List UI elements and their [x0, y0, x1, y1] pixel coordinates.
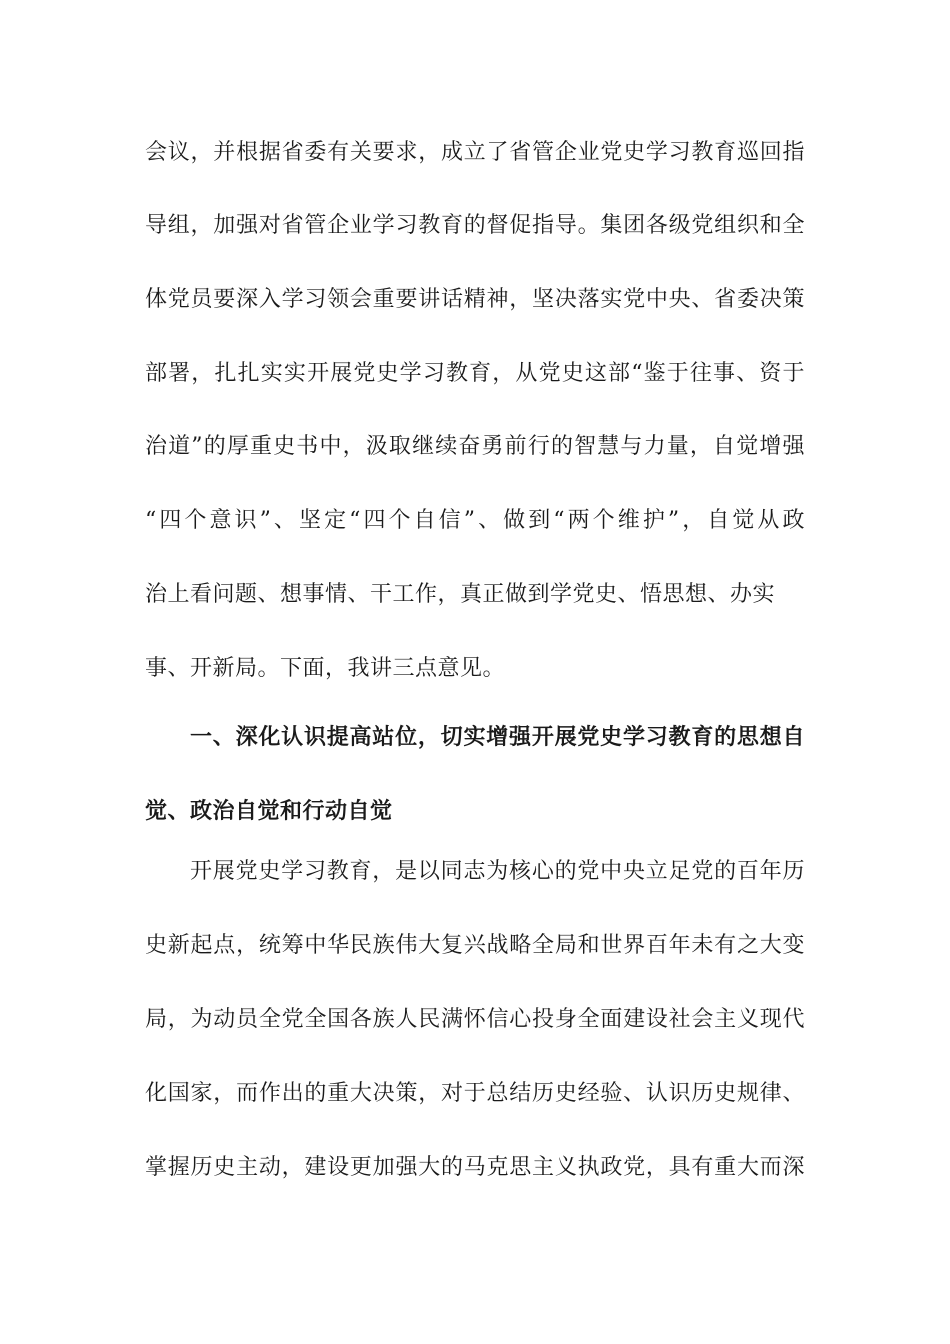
- body-text-line: 掌握历史主动，建设更加强大的马克思主义执政党，具有重大而深: [145, 1155, 805, 1180]
- body-text-line: 会议，并根据省委有关要求，成立了省管企业党史学习教育巡回指: [145, 140, 805, 165]
- body-text-line: 体党员要深入学习领会重要讲话精神，坚决落实党中央、省委决策: [145, 287, 805, 312]
- body-text-line: 局，为动员全党全国各族人民满怀信心投身全面建设社会主义现代: [145, 1007, 805, 1032]
- section-heading-line: 一、深化认识提高站位，切实增强开展党史学习教育的思想自: [190, 724, 805, 750]
- body-text-line: 部署，扎扎实实开展党史学习教育，从党史这部“鉴于往事、资于: [145, 361, 805, 386]
- body-text-line: 化国家，而作出的重大决策，对于总结历史经验、认识历史规律、: [145, 1081, 805, 1106]
- body-text-line: 史新起点，统筹中华民族伟大复兴战略全局和世界百年未有之大变: [145, 933, 805, 958]
- body-text-line: 治道”的厚重史书中，汲取继续奋勇前行的智慧与力量，自觉增强: [145, 434, 805, 459]
- body-text-line: 导组，加强对省管企业学习教育的督促指导。集团各级党组织和全: [145, 213, 805, 238]
- body-text-line: 治上看问题、想事情、干工作，真正做到学党史、悟思想、办实: [145, 582, 776, 607]
- section-heading-line: 觉、政治自觉和行动自觉: [145, 798, 393, 824]
- body-text-line: 开展党史学习教育，是以同志为核心的党中央立足党的百年历: [190, 859, 805, 884]
- body-text-line: 事、开新局。下面，我讲三点意见。: [145, 656, 506, 681]
- body-text-line: “四个意识”、坚定“四个自信”、做到“两个维护”，自觉从政: [145, 508, 805, 533]
